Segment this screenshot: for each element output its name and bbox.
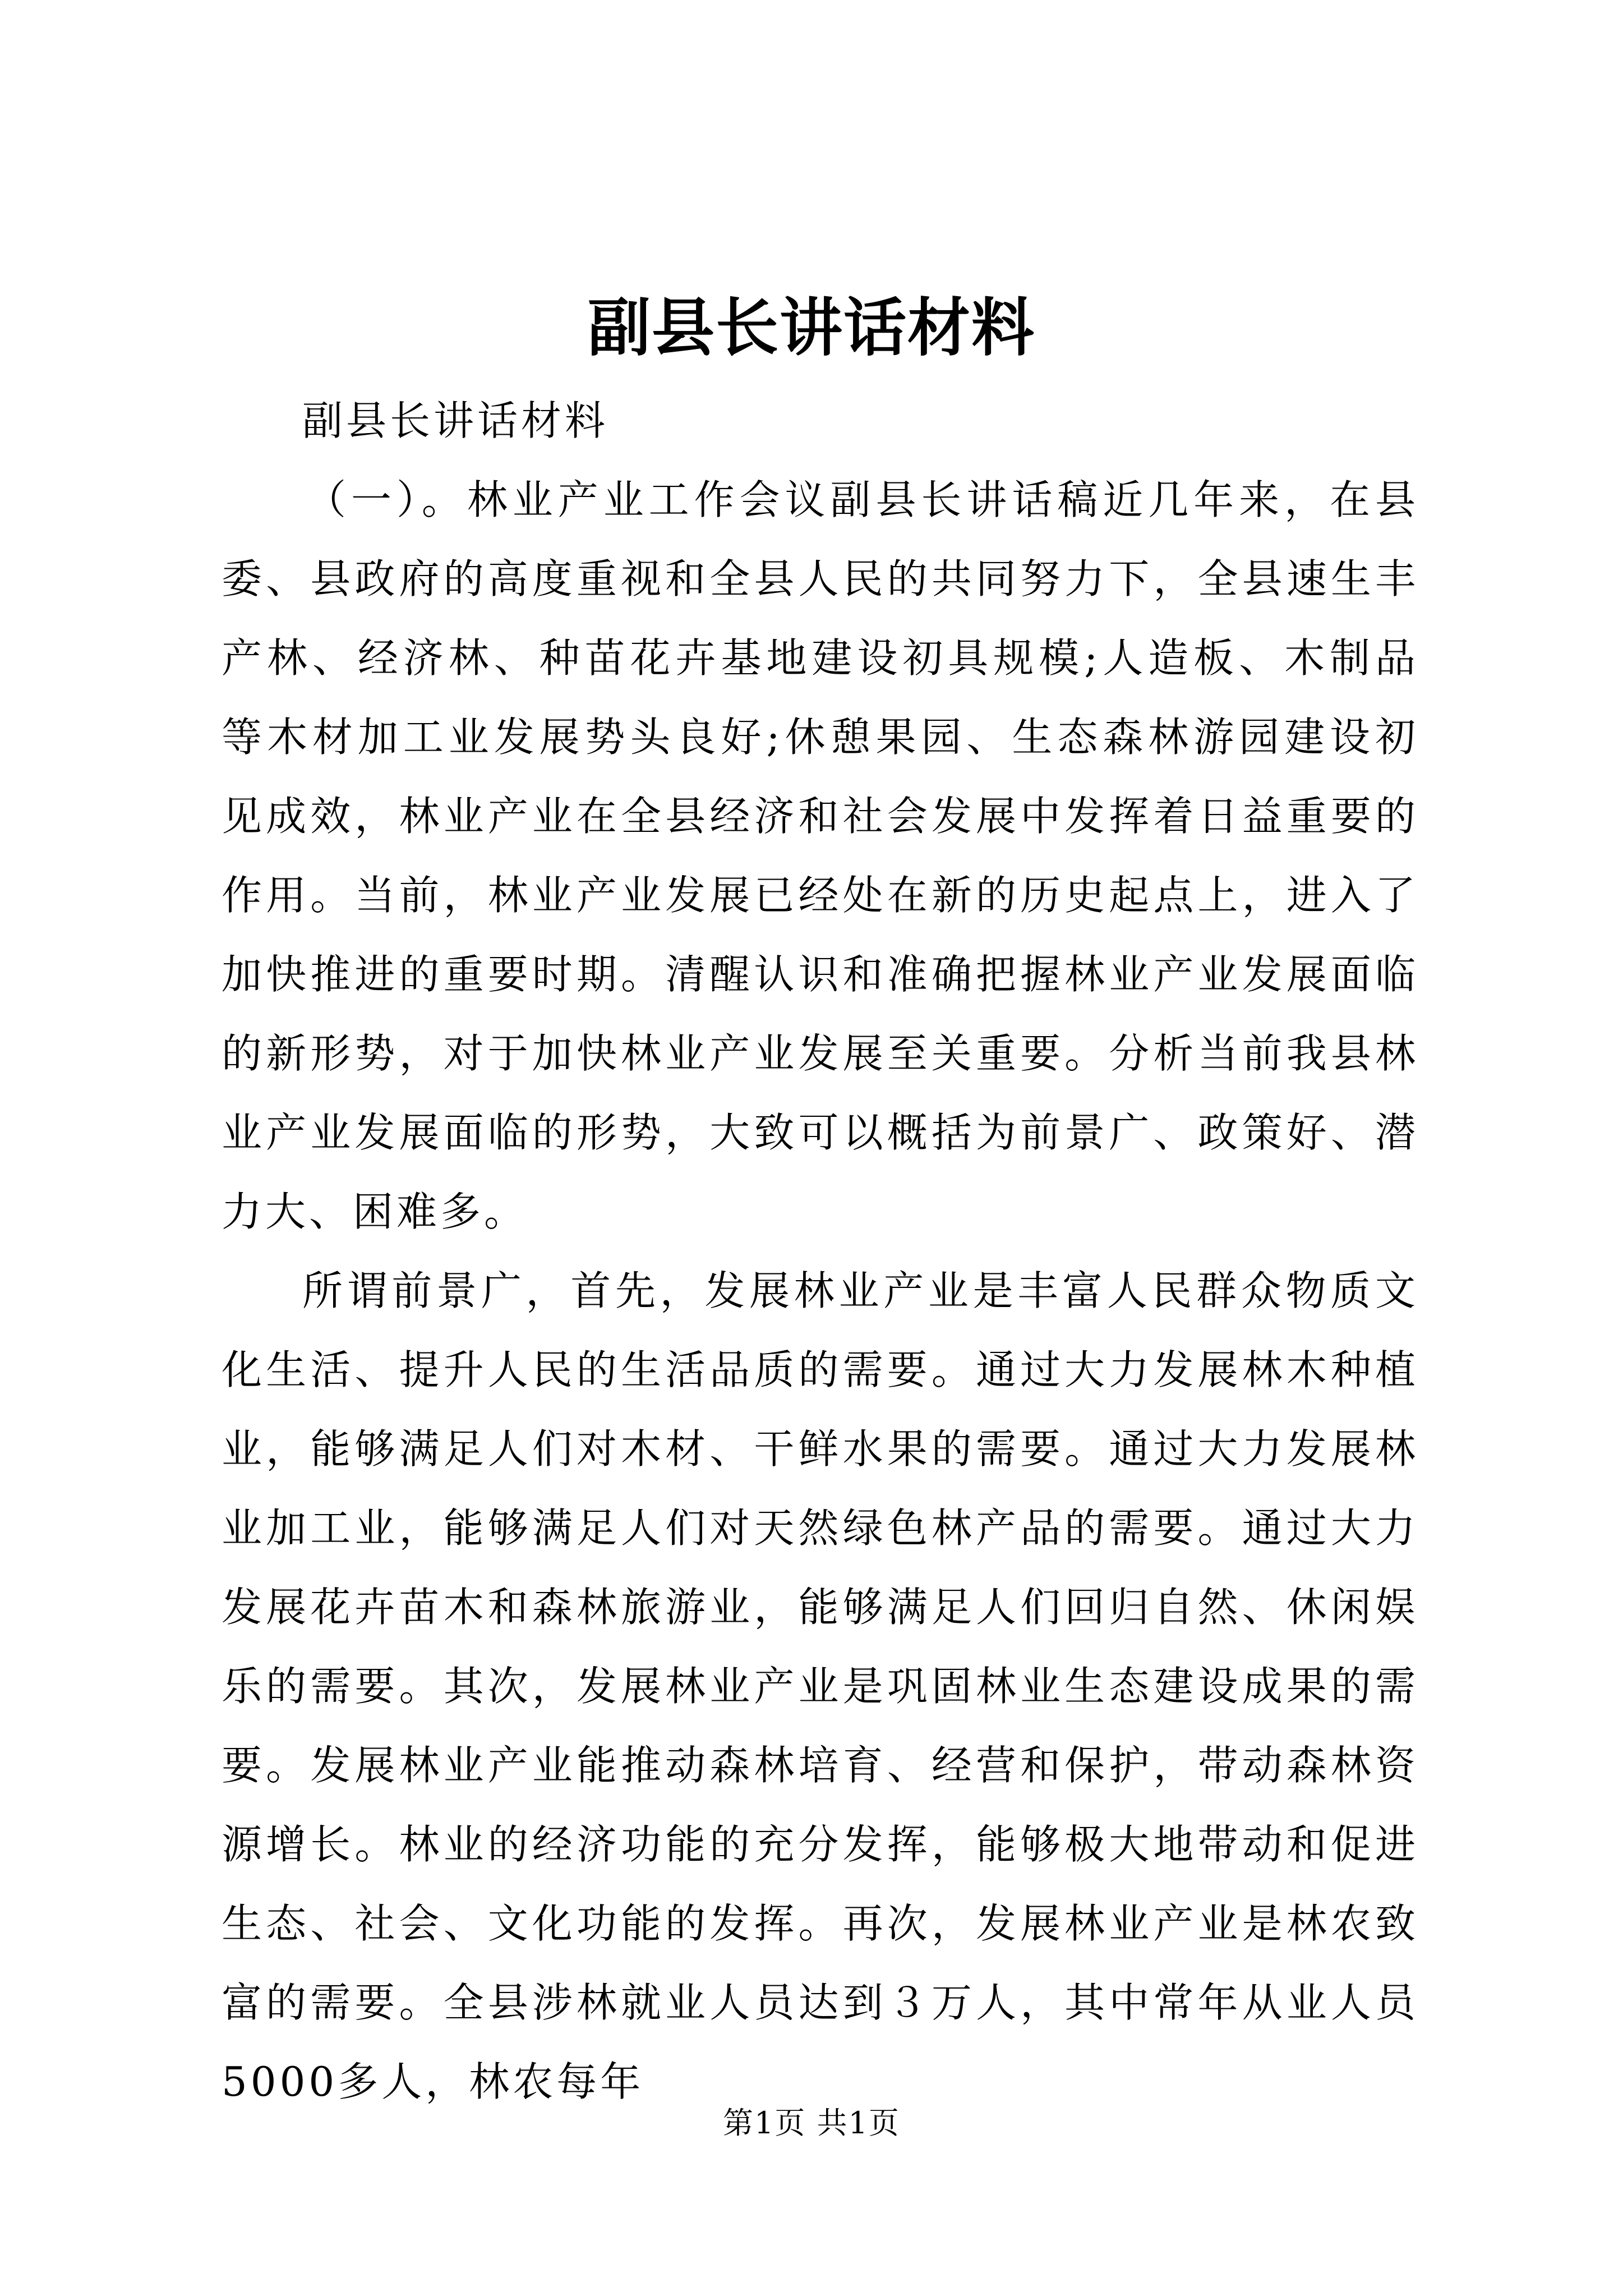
page-footer: 第1页 共1页 [723, 2105, 900, 2141]
document-title: 副县长讲话材料 [588, 291, 1035, 365]
body-paragraph: （一）。林业产业工作会议副县长讲话稿近几年来，在县委、县政府的高度重视和全县人民的共同努力下，全县速生丰产林、经济林、种苗花卉基地建设初具规模;人造板、木制品等木材加工业发展势头良好;休憩果园、生态森林游园建设初见成效，林业产业在全县经济和社会发展中发挥着日益重要的作用。当前，林业产业发展已经处在新的历史起点上，进入了加快推进的重要时期。清醒认识和准确把握林业产业发展面临的新形势，对于加快林业产业发展至关重要。分析当前我县林业产业发展面临的形势，大致可以概括为前景广、政策好、潜力大、困难多。 [222, 476, 1419, 1235]
document-subtitle: 副县长讲话材料 [302, 397, 609, 444]
body-paragraph: 所谓前景广，首先，发展林业产业是丰富人民群众物质文化生活、提升人民的生活品质的需要。通过大力发展林木种植业，能够满足人们对木材、干鲜水果的需要。通过大力发展林业加工业，能够满足人们对天然绿色林产品的需要。通过大力发展花卉苗木和森林旅游业，能够满足人们回归自然、休闲娱乐的需要。其次，发展林业产业是巩固林业生态建设成果的需要。发展林业产业能推动森林培育、经营和保护，带动森林资源增长。林业的经济功能的充分发挥，能够极大地带动和促进生态、社会、文化功能的发挥。再次，发展林业产业是林农致富的需要。全县涉林就业人员达到３万人，其中常年从业人员5000多人，林农每年 [222, 1267, 1419, 2105]
document-body [222, 381, 1419, 2122]
